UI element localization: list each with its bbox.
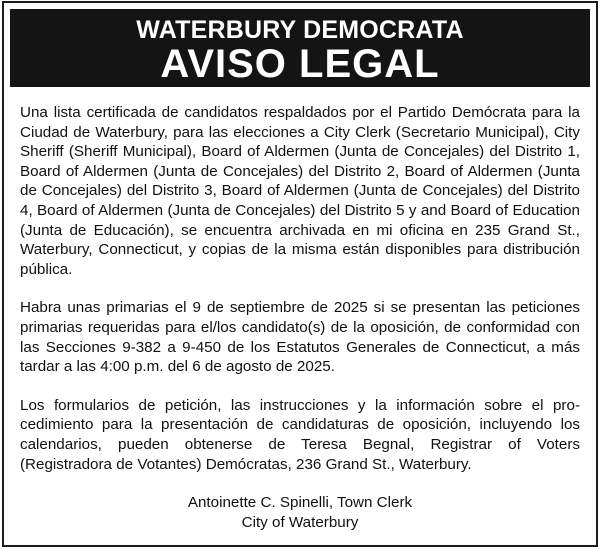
signature-block	[20, 493, 580, 532]
paragraph-primary-election: Habra unas primarias el 9 de septiembre de 2025 si se presentan las peticiones primarias requeridas para el/los candidato(s) de la oposición, de conformidad con las Secciones 9-382 a 9-450 de los Estatutos Generales de Connecticut, a más tardar a las 4:00 p.m. del 6 de agosto de 2025.	[20, 299, 580, 376]
paragraph-candidates-list: Una lista certificada de candidatos respaldados por el Partido Demócrata para la Ciudad de Waterbury, para las elecciones a City Clerk (Secretario Municipal), City Sheriff (Sheriff Municipal), Board of Aldermen (Junta de Concejales) del Distrito 1, Board of Aldermen (Junta de Concejales) del Distrito 2, Board of Aldermen (Junta de Concejales) del Distrito 3, Board of Aldermen (Junta de Concejales) del Distrito 4, Board of Aldermen (Junta de Concejales) del Distrito 5 y and Board of Education (Junta de Educación), se encuentra archivada en mi oficina en 235 Grand St., Waterbury, Connecticut, y copias de la misma están disponibles para distribución pública.	[20, 104, 580, 278]
paragraph-petition-forms: Los formularios de petición, las instrucciones y la información sobre el procedimiento para la presentación de candidaturas de oposición, incluyendo los calendarios, pueden obtenerse de Teresa Begnal, Registrar of Voters (Registradora de Votantes) Demócratas, 236 Grand St., Waterbury.	[20, 396, 580, 473]
notice-body	[10, 87, 590, 532]
legal-notice	[2, 1, 598, 547]
notice-header	[10, 9, 590, 87]
publisher-name: WATERBURY DEMOCRATA	[136, 16, 464, 44]
signatory-entity: City of Waterbury	[241, 513, 359, 531]
signatory-name: Antoinette C. Spinelli, Town Clerk	[187, 494, 413, 512]
notice-headline: AVISO LEGAL	[160, 42, 440, 86]
